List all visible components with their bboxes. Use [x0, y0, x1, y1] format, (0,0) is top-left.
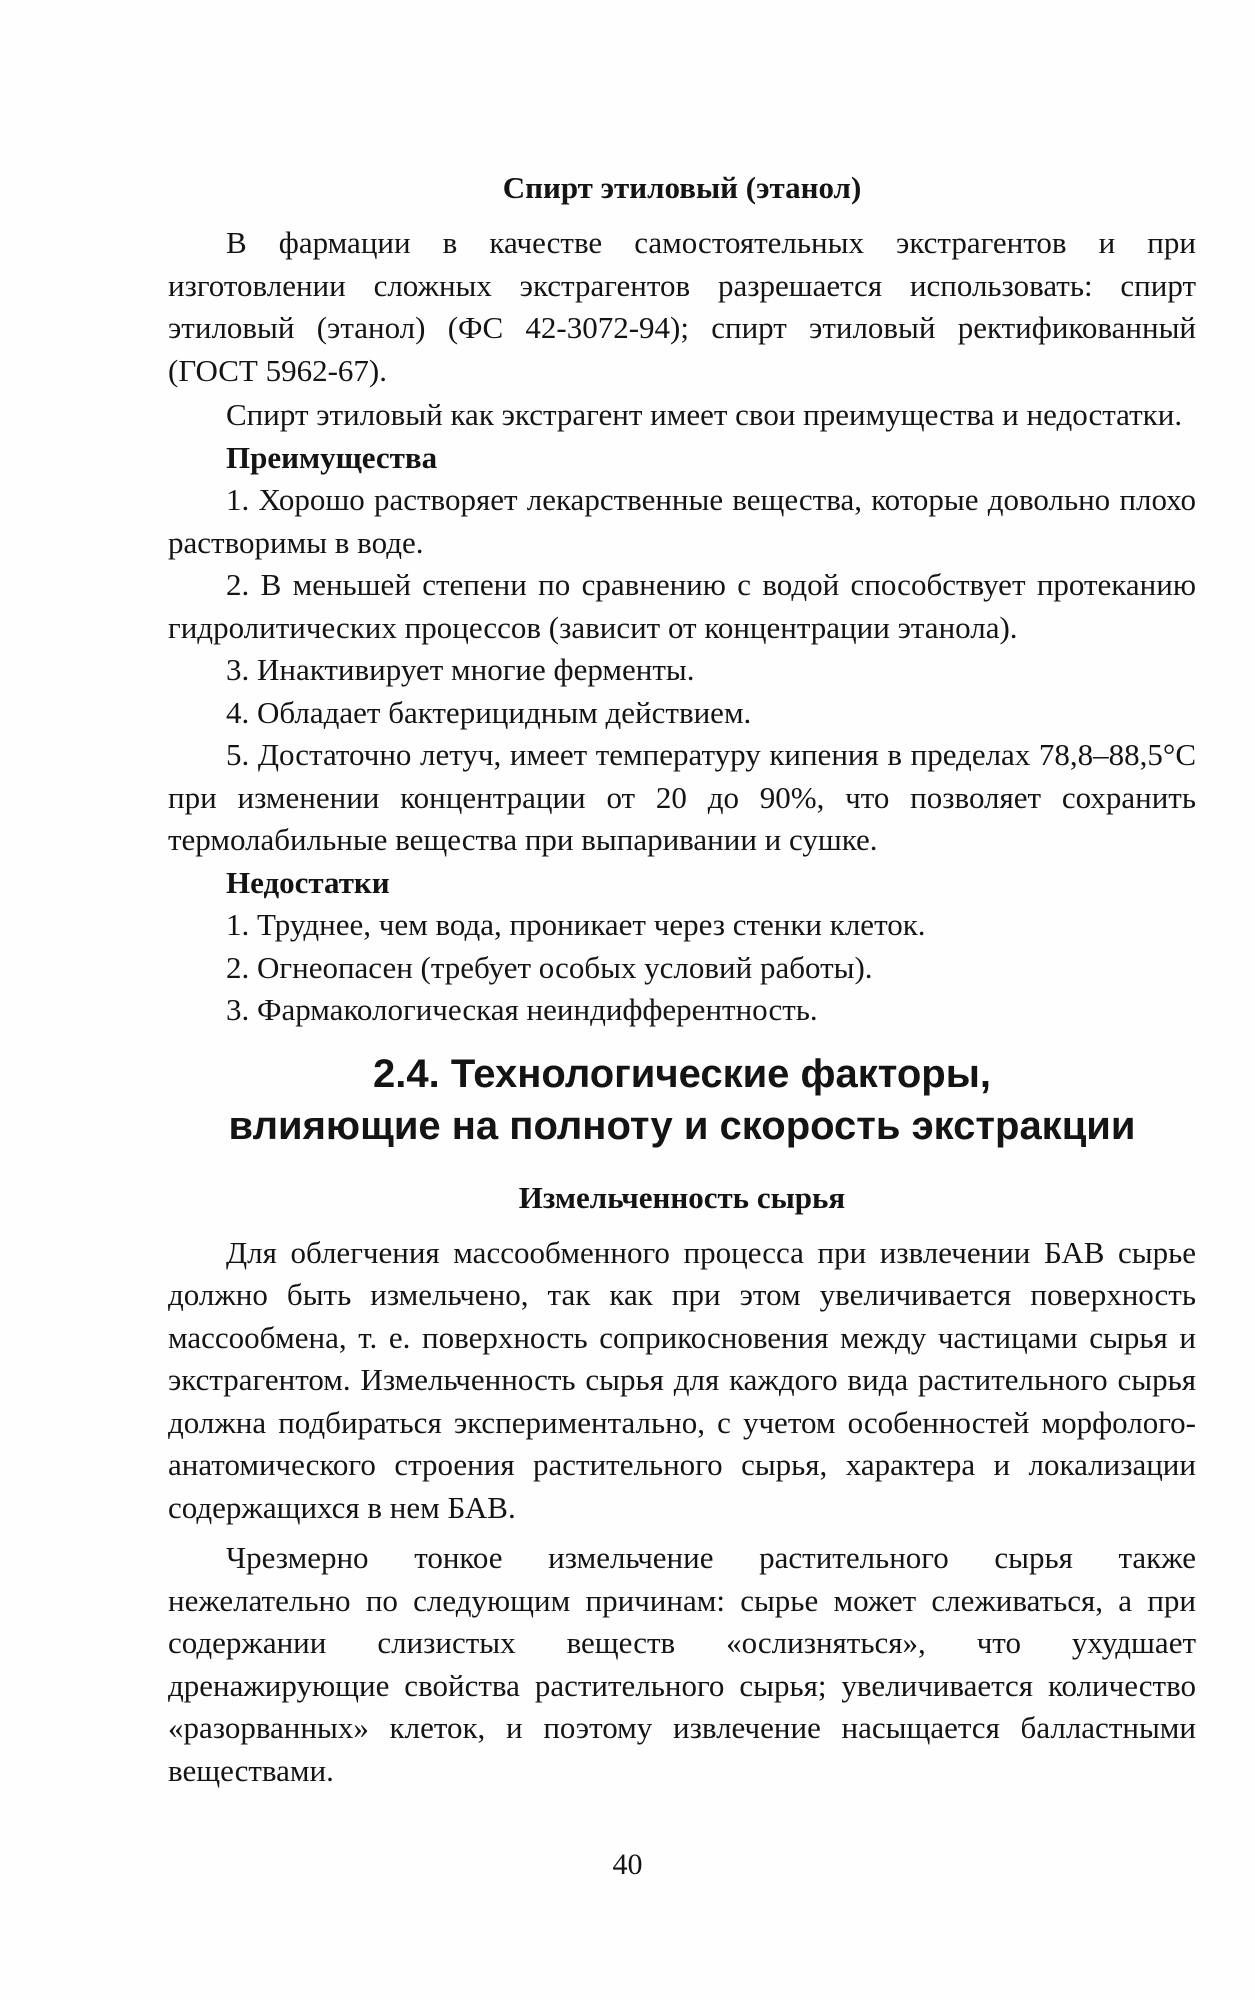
advantages-heading: Преимущества — [226, 439, 438, 475]
disadvantage-item-3: 3. Фармакологическая неиндифферентность. — [226, 992, 818, 1027]
paragraph-summary: Спирт этиловый как экстрагент имеет свои преимущества и недостатки. — [226, 397, 1183, 432]
advantage-item-5: 5. Достаточно летуч, имеет температуру кипения в пределах 78,8–88,5°C при изменении концентрации от 20 до 90%, что позволяет сохранить термолабильные вещества при выпаривании и сушке. — [168, 737, 1196, 857]
page-content — [168, 168, 1196, 1800]
paragraph-grinding-2: Чрезмерно тонкое измельчение растительного сырья также нежелательно по следующим причинам: сырье может слеживаться, а при содержании слизистых веществ «ослизняться», что ухудшает дренажирующие свойства растительного сырья; увеличивается количество «разорванных» клеток, и поэтому извлечение насыщается балластными веществами. — [168, 1540, 1196, 1788]
paragraph-intro: В фармации в качестве самостоятельных экстрагентов и при изготовлении сложных экстрагентов разрешается использовать: спирт этиловый (этанол) (ФС 42-3072-94); спирт этиловый ректификованный (ГОСТ 5962-67). — [168, 225, 1196, 388]
advantage-item-4: 4. Обладает бактерицидным действием. — [226, 694, 752, 730]
section-title-line-2: влияющие на полноту и скорость экстракции — [228, 1103, 1136, 1148]
paragraph-grinding-1: Для облегчения массообменного процесса при извлечении БАВ сырье должно быть измельчено, так как при этом увеличивается поверхность массообмена, т. е. поверхность соприкосновения между частицами сырья и экстрагентом. Измельченность сырья для каждого вида растительного сырья должна подбираться экспериментально, с учетом особенностей морфолого-анатомического строения растительного сырья, характера и локализации содержащихся в нем БАВ. — [168, 1234, 1196, 1525]
advantage-item-2: 2. В меньшей степени по сравнению с водой способствует протеканию гидролитических процессов (зависит от концентрации этанола). — [168, 567, 1196, 645]
advantage-item-1: 1. Хорошо растворяет лекарственные вещества, которые довольно плохо растворимы в воде. — [168, 482, 1196, 560]
advantage-item-3: 3. Инактивирует многие ферменты. — [226, 652, 695, 687]
subsection-heading-grinding: Измельченность сырья — [518, 1179, 846, 1215]
disadvantages-heading: Недостатки — [226, 864, 390, 900]
section2-body — [168, 1232, 1196, 1793]
section-title-2-4 — [168, 1048, 1196, 1152]
disadvantage-item-1: 1. Труднее, чем вода, проникает через стенки клеток. — [226, 907, 926, 942]
section-heading-ethanol: Спирт этиловый (этанол) — [502, 170, 862, 205]
page-number: 40 — [612, 1848, 643, 1881]
section-title-line-1: 2.4. Технологические факторы, — [372, 1051, 992, 1096]
disadvantage-item-2: 2. Огнеопасен (требует особых условий работы). — [226, 949, 873, 985]
